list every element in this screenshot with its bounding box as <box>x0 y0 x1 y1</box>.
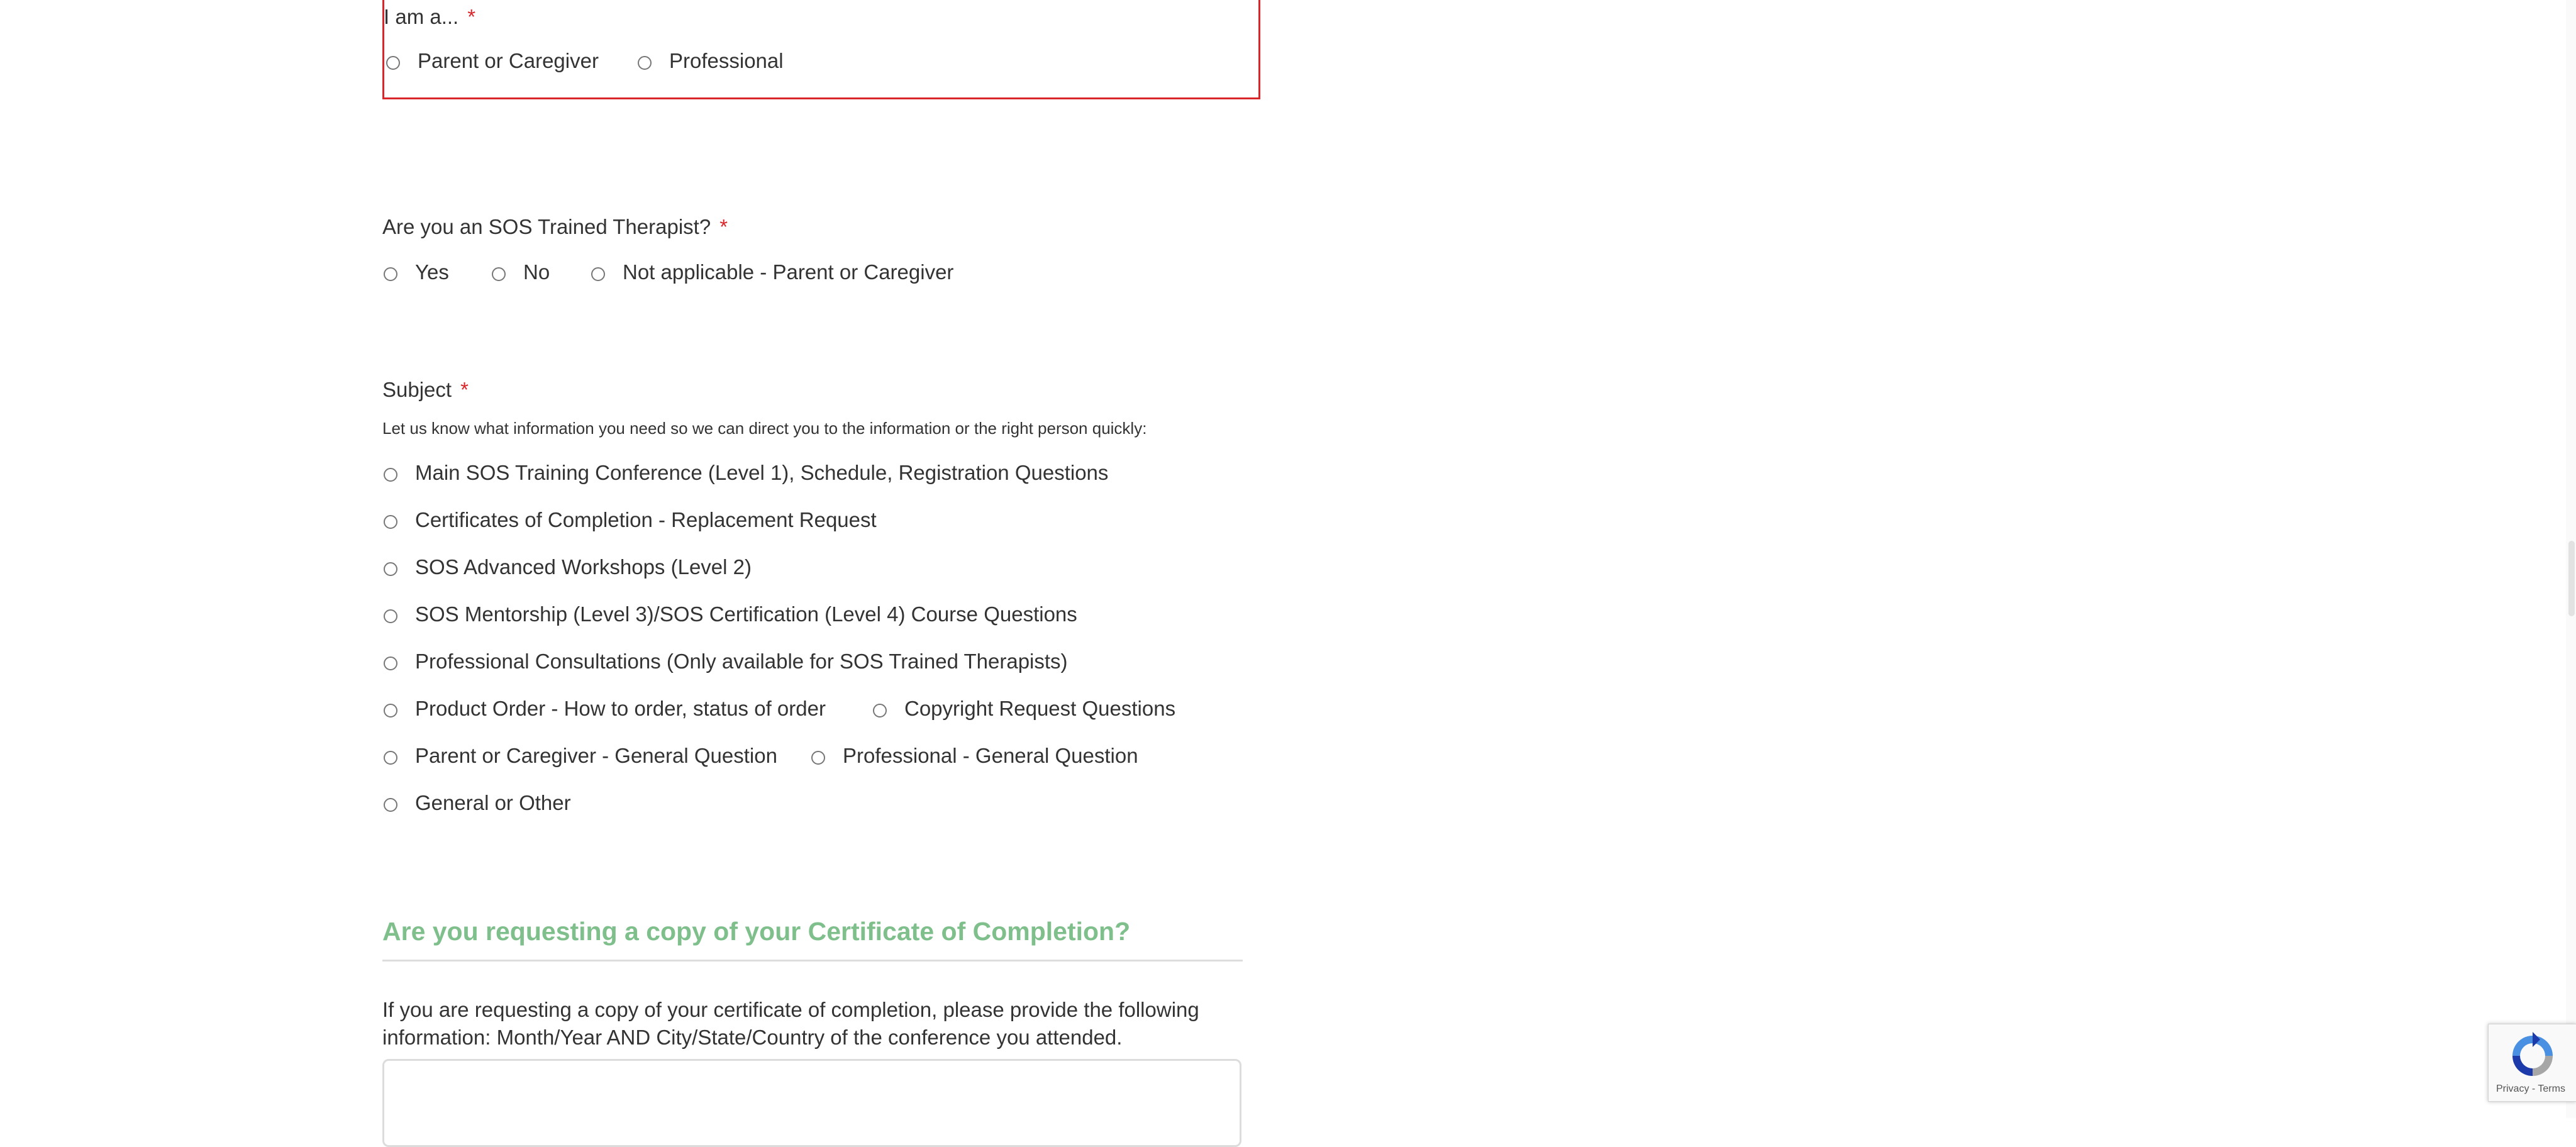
radio-button[interactable] <box>873 704 887 718</box>
certificate-details-textarea[interactable] <box>382 1059 1241 1147</box>
radio-subject-certificates[interactable] <box>384 508 877 532</box>
radio-button[interactable] <box>384 515 397 529</box>
recaptcha-badge[interactable] <box>2488 1024 2576 1102</box>
required-asterisk: * <box>719 215 728 238</box>
radio-subject-copyright[interactable] <box>873 697 1175 721</box>
subject-helper-text: Let us know what information you need so we can direct you to the information or the right person quickly: <box>382 419 1147 438</box>
sos-trained-label <box>382 215 728 239</box>
radio-sos-no[interactable] <box>492 260 550 284</box>
radio-subject-professional-general[interactable] <box>811 744 1138 768</box>
radio-label: Copyright Request Questions <box>904 697 1176 720</box>
radio-label: SOS Mentorship (Level 3)/SOS Certification (Level 4) Course Questions <box>415 602 1077 626</box>
radio-button[interactable] <box>384 657 397 670</box>
subject-label-text: Subject <box>382 378 452 401</box>
radio-sos-yes[interactable] <box>384 260 449 284</box>
radio-subject-parent-general[interactable] <box>384 744 777 768</box>
radio-button[interactable] <box>384 267 397 281</box>
required-asterisk: * <box>460 378 469 401</box>
radio-label: Yes <box>415 260 449 284</box>
radio-subject-product-order[interactable] <box>384 697 826 721</box>
radio-label: No <box>523 260 550 284</box>
radio-i-am-professional[interactable] <box>638 49 784 73</box>
radio-label: Product Order - How to order, status of order <box>415 697 826 720</box>
radio-button[interactable] <box>492 267 506 281</box>
radio-label: Professional <box>669 49 784 72</box>
subject-label <box>382 378 469 402</box>
radio-subject-mentorship[interactable] <box>384 602 1077 626</box>
radio-i-am-parent[interactable] <box>386 49 599 73</box>
page-scrollbar[interactable] <box>2566 0 2576 1118</box>
radio-subject-consultations[interactable] <box>384 650 1068 673</box>
radio-label: Parent or Caregiver - General Question <box>415 744 777 767</box>
radio-label: Not applicable - Parent or Caregiver <box>623 260 954 284</box>
radio-button[interactable] <box>384 798 397 812</box>
certificate-section-heading: Are you requesting a copy of your Certificate of Completion? <box>382 917 1131 946</box>
radio-label: Professional Consultations (Only available for SOS Trained Therapists) <box>415 650 1068 673</box>
radio-label: Professional - General Question <box>843 744 1138 767</box>
radio-button[interactable] <box>638 56 652 70</box>
radio-label: Main SOS Training Conference (Level 1), Schedule, Registration Questions <box>415 461 1109 484</box>
recaptcha-privacy-terms-links[interactable]: Privacy - Terms <box>2496 1083 2565 1094</box>
certificate-section-paragraph: If you are requesting a copy of your certificate of completion, please provide the following information: Month/Year AND City/State/Country of the conference you attended. <box>382 998 1199 1049</box>
scrollbar-thumb[interactable] <box>2568 541 2575 616</box>
radio-button[interactable] <box>384 468 397 482</box>
recaptcha-icon <box>2507 1031 2558 1081</box>
radio-button[interactable] <box>384 704 397 718</box>
radio-subject-general-other[interactable] <box>384 791 571 815</box>
radio-button[interactable] <box>384 751 397 765</box>
section-divider <box>382 960 1243 961</box>
radio-sos-not-applicable[interactable] <box>591 260 953 284</box>
radio-label: Parent or Caregiver <box>418 49 599 72</box>
radio-label: General or Other <box>415 791 571 814</box>
radio-button[interactable] <box>384 562 397 576</box>
radio-button[interactable] <box>591 267 605 281</box>
radio-button[interactable] <box>386 56 400 70</box>
sos-trained-label-text: Are you an SOS Trained Therapist? <box>382 215 711 238</box>
i-am-label-text: I am a... <box>384 5 459 28</box>
radio-button[interactable] <box>384 609 397 623</box>
radio-subject-main-conference[interactable] <box>384 461 1108 485</box>
required-asterisk: * <box>467 5 476 28</box>
radio-label: Certificates of Completion - Replacement Request <box>415 508 877 531</box>
radio-subject-advanced-workshops[interactable] <box>384 555 752 579</box>
radio-label: SOS Advanced Workshops (Level 2) <box>415 555 752 579</box>
radio-button[interactable] <box>811 751 825 765</box>
i-am-label <box>384 5 475 29</box>
